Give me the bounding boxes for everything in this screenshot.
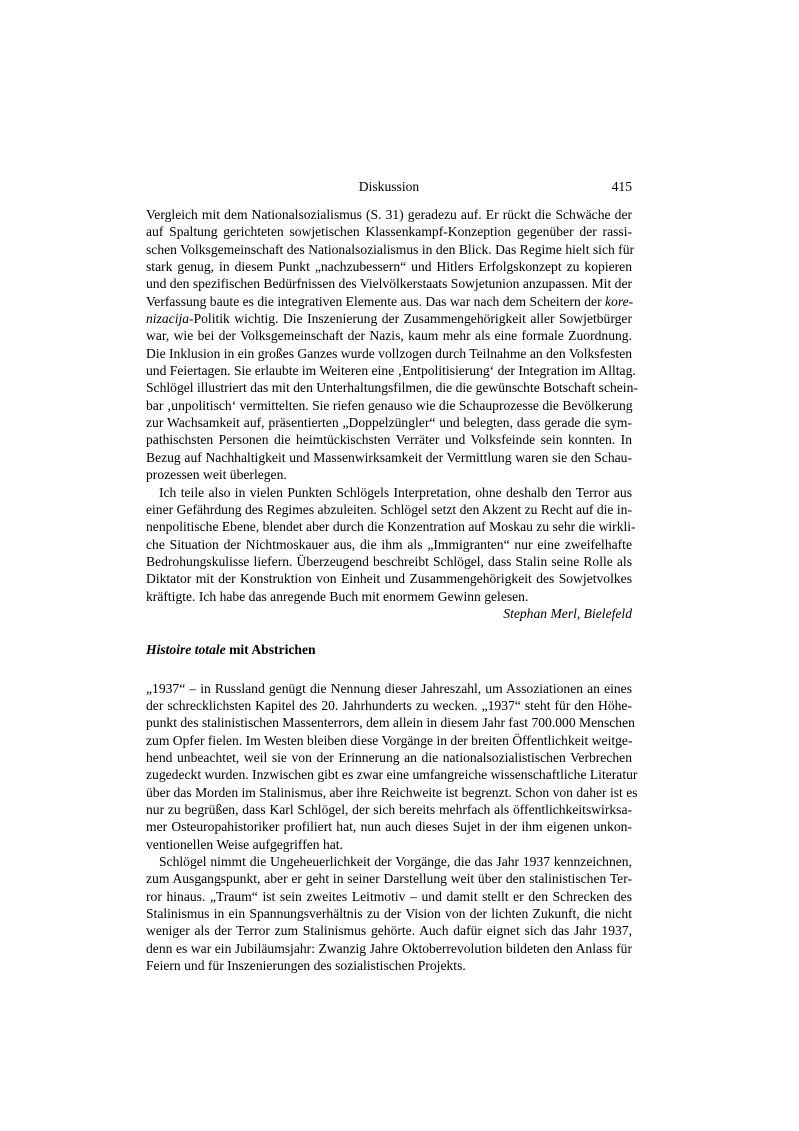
text-line: Schlögel nimmt die Ungeheuerlichkeit der Vorgänge, die das Jahr 1937 kennzeichnen, — [159, 854, 632, 870]
text-line: prozessen weit überlegen. — [146, 467, 287, 483]
text-line: stark genug, in diesem Punkt „nachzubessern“ und Hitlers Erfolgskonzept zu kopieren — [146, 259, 632, 275]
text-line: Diktator mit der Konstruktion von Einheit und Zusammengehörigkeit des Sowjetvolkes — [146, 571, 632, 587]
document-page — [146, 178, 638, 974]
text-line: zugedeckt wurden. Inzwischen gibt es zwar eine umfangreiche wissenschaftliche Literatur — [146, 767, 638, 783]
review-continuation — [146, 206, 638, 622]
text-line: nur zu begrüßen, dass Karl Schlögel, der sich bereits mehrfach als öffentlichkeitswirksa- — [146, 802, 632, 817]
section-heading — [146, 641, 632, 658]
text-line: über das Morden im Stalinismus, aber ihre Reichweite ist begrenzt. Schon von daher ist es — [146, 784, 638, 800]
text-line: war, wie bei der Volksgemeinschaft der Nazis, kaum mehr als eine formale Zuordnung. — [146, 328, 632, 344]
text-line — [146, 293, 632, 310]
text-line: und Feiertagen. Sie erlaubte im Weiteren eine ‚Entpolitisierung‘ der Integration im Alltag. — [146, 363, 636, 379]
italic-term: kore- — [605, 293, 634, 309]
text-line: denn es war ein Jubiläumsjahr: Zwanzig Jahre Oktoberrevolution bildeten den Anlass für — [146, 940, 632, 956]
reviewer-signature: Stephan Merl, Bielefeld — [503, 605, 632, 621]
text-line: Vergleich mit dem Nationalsozialismus (S. 31) geradezu auf. Er rückt die Schwäche der — [146, 207, 632, 222]
text-line: che Situation der Nichtmoskauer aus, die ihm als „Immigranten“ nur eine zweifelhafte — [146, 536, 632, 552]
text-line: Die Inklusion in ein großes Ganzes wurde vollzogen durch Teilnahme an den Volksfesten — [146, 345, 633, 361]
text-line: hend unbeachtet, weil sie von der Erinnerung an die nationalsozialistischen Verbrechen — [146, 749, 632, 765]
text-line: zum Ausgangspunkt, aber er geht in seiner Darstellung weit über den stalinistischen Ter- — [146, 871, 632, 887]
heading-text: mit Abstrichen — [225, 642, 316, 658]
text-line: Bedrohungskulisse liefern. Überzeugend beschreibt Schlögel, dass Stalin seine Rolle als — [146, 553, 632, 569]
running-header — [146, 178, 632, 196]
heading-italic: Histoire totale — [146, 642, 226, 658]
text-line: „1937“ – in Russland genügt die Nennung dieser Jahreszahl, um Assoziationen an eines — [146, 680, 632, 696]
text-line: pathischsten Personen die heimtückischsten Verräter und Volksfeinde sein konnten. In — [146, 432, 632, 448]
text-line: ventionellen Weise aufgegriffen hat. — [146, 836, 343, 852]
text-line: Feiern und für Inszenierungen des sozialistischen Projekts. — [146, 958, 466, 974]
text-line: Stalinismus in ein Spannungsverhältnis zu der Vision von der lichten Zukunft, die nicht — [146, 906, 632, 922]
paragraph — [146, 853, 632, 974]
text-line — [146, 310, 632, 327]
text-line: Ich teile also in vielen Punkten Schlögels Interpretation, ohne deshalb den Terror aus — [159, 484, 632, 500]
text-line: nenpolitische Ebene, blendet aber durch die Konzentration auf Moskau zu sehr die wirkli- — [146, 519, 636, 535]
text-segment: Verfassung baute es die integrativen Elemente aus. Das war nach dem Scheitern der — [146, 293, 602, 309]
text-line: Schlögel illustriert das mit den Unterhaltungsfilmen, die die gewünschte Botschaft schein- — [146, 380, 638, 396]
text-line: und den spezifischen Bedürfnissen des Vielvölkerstaats Sowjetunion anzupassen. Mit der — [146, 276, 632, 292]
text-line: weniger als der Terror zum Stalinismus gehörte. Auch dafür eignet sich das Jahr 1937, — [146, 923, 632, 939]
text-line: punkt des stalinistischen Massenterrors, dem allein in diesem Jahr fast 700.000 Menschen — [146, 715, 635, 731]
text-line: mer Osteuropahistoriker profiliert hat, nun auch dieses Sujet in der ihm eigenen unkon- — [146, 819, 632, 835]
paragraph — [146, 484, 636, 605]
text-line: auf Spaltung gerichteten sowjetischen Klassenkampf-Konzeption gegenüber der rassi- — [146, 224, 632, 240]
italic-term: nizacija — [146, 311, 190, 327]
text-line: ror hinaus. „Traum“ ist sein zweites Leitmotiv – und damit stellt er den Schrecken des — [146, 888, 632, 904]
running-title: Diskussion — [358, 179, 420, 194]
text-line: der schrecklichsten Kapitel des 20. Jahrhunderts zu wecken. „1937“ steht für den Höhe- — [146, 697, 632, 713]
text-line: zur Wachsamkeit auf, präsentierten „Doppelzüngler“ und belegten, dass gerade die sym- — [146, 415, 632, 431]
text-line: Bezug auf Nachhaltigkeit und Massenwirksamkeit der Vermittlung waren sie den Schau- — [146, 449, 632, 465]
paragraph — [146, 680, 638, 853]
text-line: schen Volksgemeinschaft des Nationalsozialismus in den Blick. Das Regime hielt sich für — [146, 241, 635, 257]
text-line: zum Opfer fielen. Im Westen bleiben diese Vorgänge in der breiten Öffentlichkeit weitge- — [146, 732, 633, 748]
text-line: kräftigte. Ich habe das anregende Buch mit enormem Gewinn gelesen. — [146, 588, 529, 604]
text-line: einer Gefährdung des Regimes abzuleiten. Schlögel setzt den Akzent zu Recht auf die in- — [146, 501, 632, 517]
review-body — [146, 680, 638, 975]
text-segment: -Politik wichtig. Die Inszenierung der Zusammengehörigkeit aller Sowjetbürger — [189, 311, 632, 327]
paragraph — [146, 206, 638, 484]
text-line: bar ‚unpolitisch‘ vermittelten. Sie riefen genauso wie die Schauprozesse die Bevölkerung — [146, 397, 633, 413]
page-number: 415 — [611, 179, 632, 194]
